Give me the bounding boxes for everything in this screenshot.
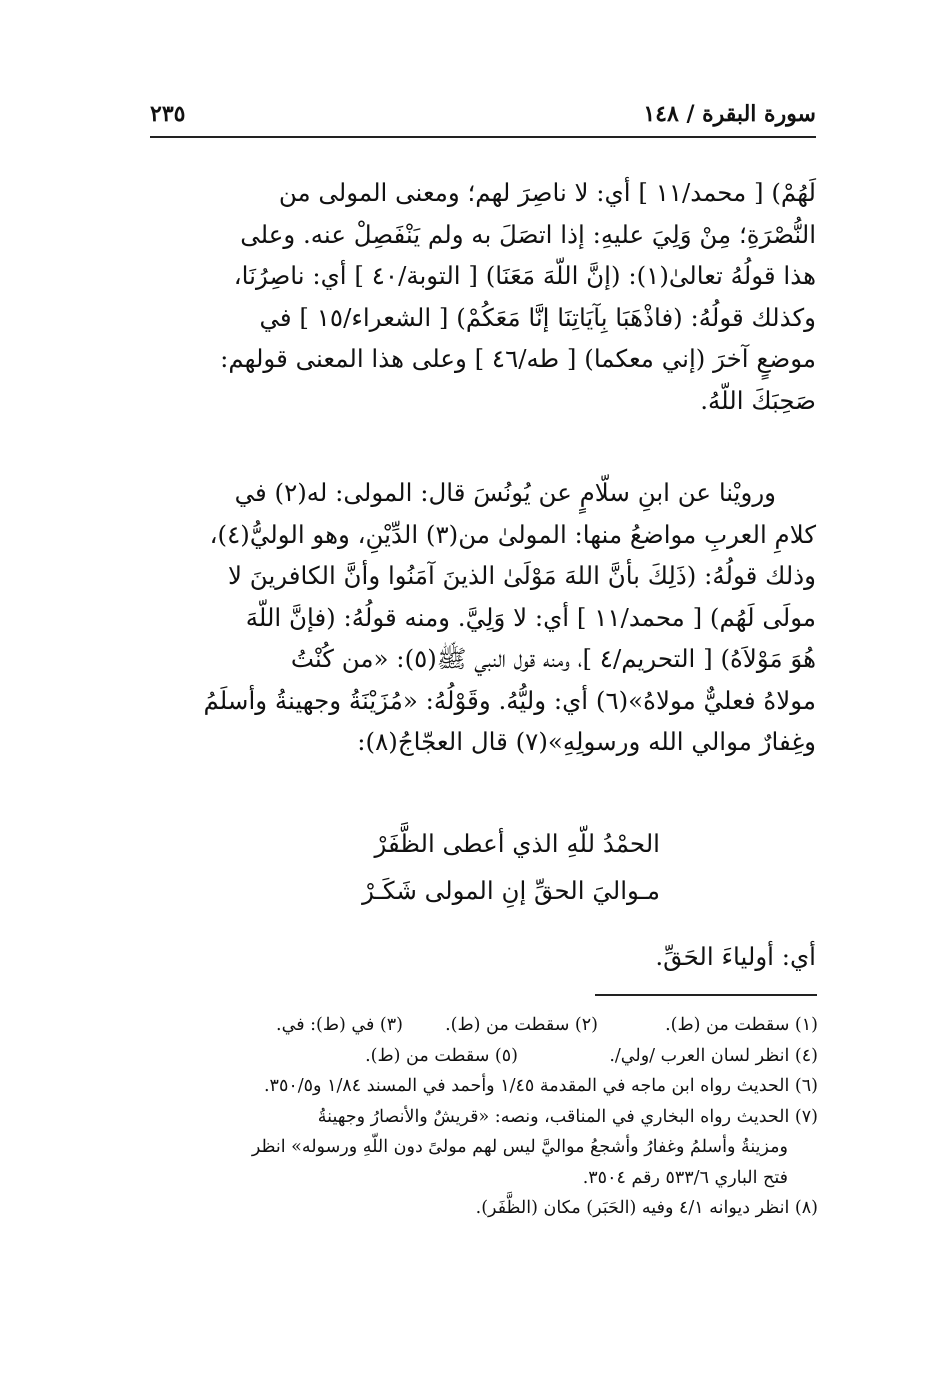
footnote-5: (٥) سقطت من (ط). [365,1045,518,1066]
text-line: ورويْنا عن ابنِ سلّامٍ عن يُونُسَ قال: المولى: له(٢) في [234,478,776,507]
verse-line: الحمْدُ للّهِ الذي أعطى الظَّفَرْ [374,829,660,858]
text-line: النُّصْرَةِ؛ مِنْ وَلِيَ عليهِ: إذا اتصَلَ به ولم يَنْفَصِلْ عنه. وعلى [240,219,816,249]
footnote-7-continued: فتح الباري ٥٣٣/٦ رقم ٣٥٠٤. [582,1167,788,1188]
text-line: مولاهُ فعليٌّ مولاهُ»(٦) أي: وليُّهُ. وقَوْلُهُ: «مُزَيْنَةُ وجهينةُ وأسلَمُ [203,685,816,715]
footnote-7-continued: ومزينةُ وأسلمُ وغفارُ وأشجعُ مواليَّ ليس لهم مولىً دون اللّهِ ورسوله» انظر [251,1137,788,1157]
footnote-8: (٨) انظر ديوانه ٤/١ وفيه (الحَبَر) مكان (الظَّفَر). [475,1198,818,1218]
header-rule [150,136,816,138]
text-line: هُوَ مَوْلاَهُ) [ التحريم/٤ ]، ومنه قول النبي ﷺ(٥): «من كُنْتُ [290,644,816,673]
verse-line: مـواليَ الحقِّ إنِ المولى شَكَـرْ [362,876,660,905]
footnote-6: (٦) الحديث رواه ابن ماجه في المقدمة ١/٤٥ وأحمد في المسند ١/٨٤ و٣٥٠/٥. [263,1076,818,1096]
text-line: هذا قولُهُ تعالىٰ(١): (إنَّ اللّهَ مَعَنَا) [ التوبة/٤٠ ] أي: ناصِرُنَا، [233,261,816,290]
text-line: لَهُمْ) [ محمد/١١ ] أي: لا ناصِرَ لهم؛ ومعنى المولى من [278,178,816,207]
text-line: مولَى لَهُم) [ محمد/١١ ] أي: لا وَلِيَّ. ومنه قولُهُ: (فإنَّ اللّهَ [245,602,816,632]
text-line: موضعٍ آخرَ (إني معكما) [ طه/٤٦ ] وعلى هذا المعنى قولهم: [220,344,816,373]
text-line: كلامِ العربِ مواضعُ منها: المولىٰ من(٣) الدِّيْنِ، وهو الوليُّ(٤)، [209,519,816,549]
text-line: صَحِبَكَ اللّهُ. [700,385,816,415]
footnote-row [140,1010,818,1041]
footnote-7: (٧) الحديث رواه البخاري في المناقب، ونصه: «قريشٌ والأنصارُ وجهينةُ [317,1106,818,1127]
footnote-3: (٣) في (ط): في. [276,1015,403,1035]
footnotes [140,1010,818,1224]
footnote-4: (٤) انظر لسان العرب /ولي/. [609,1045,818,1066]
text-line: وذلك قولُهُ: (ذَلِكَ بأنَّ اللهَ مَوْلَىٰ الذينَ آمَنُوا وأنَّ الكافرينَ لا [228,561,816,590]
text-line: وغِفارٌ موالي الله ورسولِهِ»(٧) قال العجّاجُ(٨): [357,727,816,756]
running-title: سورة البقرة / ١٤٨ [643,101,816,127]
paragraph-1 [150,172,816,421]
page-header [150,96,816,132]
text-line: وكذلك قولُهُ: (فاذْهَبَا بِآيَاتِنَا إنَّا مَعَكُمْ) [ الشعراء/١٥ ] في [259,302,816,332]
footnote-rule [595,994,817,996]
paragraph-2 [150,472,816,763]
footnote-1: (١) سقطت من (ط). [665,1015,818,1035]
footnote-row [140,1041,818,1072]
footnote-2: (٢) سقطت من (ط). [445,1015,598,1035]
conclusion-line: أي: أولياءَ الحَقِّ. [655,942,816,971]
poetry-verse [300,820,660,914]
page-number: ٢٣٥ [150,101,186,127]
